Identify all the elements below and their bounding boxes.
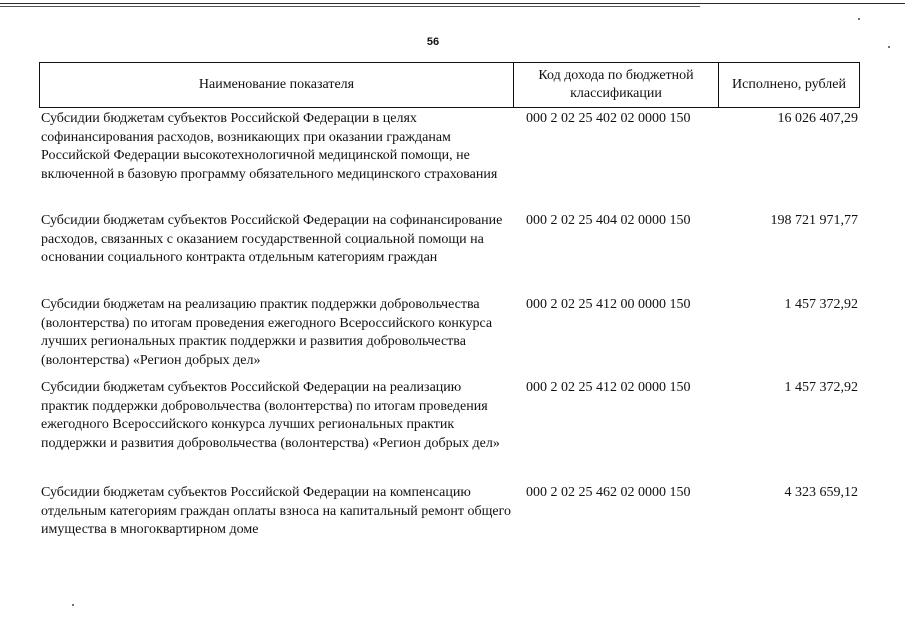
row-amount: 1 457 372,92 (784, 297, 858, 312)
row-code: 000 2 02 25 412 02 0000 150 (526, 380, 691, 395)
header-amount: Исполнено, рублей (732, 77, 846, 92)
scan-speck (858, 18, 860, 20)
row-amount: 198 721 971,77 (770, 213, 858, 228)
page-number: 56 (426, 36, 440, 48)
row-name: Субсидии бюджетам субъектов Российской Федерации на реализацию практик поддержки добровольчества (волонтерства) по итогам проведения ежегодного Всероссийского конкурса лучших региональных практик поддержки и развития добровольчества (волонтерства) «Регион добрых дел» (41, 380, 500, 451)
table-body (41, 110, 862, 544)
row-code: 000 2 02 25 462 02 0000 150 (526, 485, 691, 500)
row-code: 000 2 02 25 412 00 0000 150 (526, 297, 691, 312)
row-amount: 1 457 372,92 (784, 380, 858, 395)
table-row (41, 484, 862, 544)
row-code: 000 2 02 25 402 02 0000 150 (526, 111, 691, 126)
table-row (41, 379, 862, 484)
row-code: 000 2 02 25 404 02 0000 150 (526, 213, 691, 228)
scan-edge-line (0, 6, 700, 7)
row-name: Субсидии бюджетам субъектов Российской Федерации в целях софинансирования расходов, возникающих при оказании гражданам Российской Федерации высокотехнологичной медицинской помощи, не включенной в базовую программу обязательного медицинского страхования (41, 111, 498, 182)
row-amount: 4 323 659,12 (784, 485, 858, 500)
header-name: Наименование показателя (40, 63, 514, 107)
table-row (41, 110, 862, 212)
table-header (39, 62, 860, 108)
scan-speck (72, 604, 74, 606)
scan-speck (888, 46, 890, 48)
header-code: Код дохода по бюджетной классификации (514, 63, 719, 107)
row-amount: 16 026 407,29 (777, 111, 858, 126)
table-row (41, 296, 862, 379)
row-name: Субсидии бюджетам на реализацию практик поддержки добровольчества (волонтерства) по итогам проведения ежегодного Всероссийского конкурса лучших региональных практик поддержки и развития добровольчества (волонтерства) «Регион добрых дел» (41, 297, 493, 368)
scan-edge-line (0, 3, 905, 4)
table-row (41, 212, 862, 296)
row-name: Субсидии бюджетам субъектов Российской Федерации на софинансирование расходов, связанных с оказанием государственной социальной помощи на основании социального контракта отдельным категориям граждан (41, 213, 503, 265)
row-name: Субсидии бюджетам субъектов Российской Федерации на компенсацию отдельным категориям граждан оплаты взноса на капитальный ремонт общего имущества в многоквартирном доме (41, 485, 511, 537)
